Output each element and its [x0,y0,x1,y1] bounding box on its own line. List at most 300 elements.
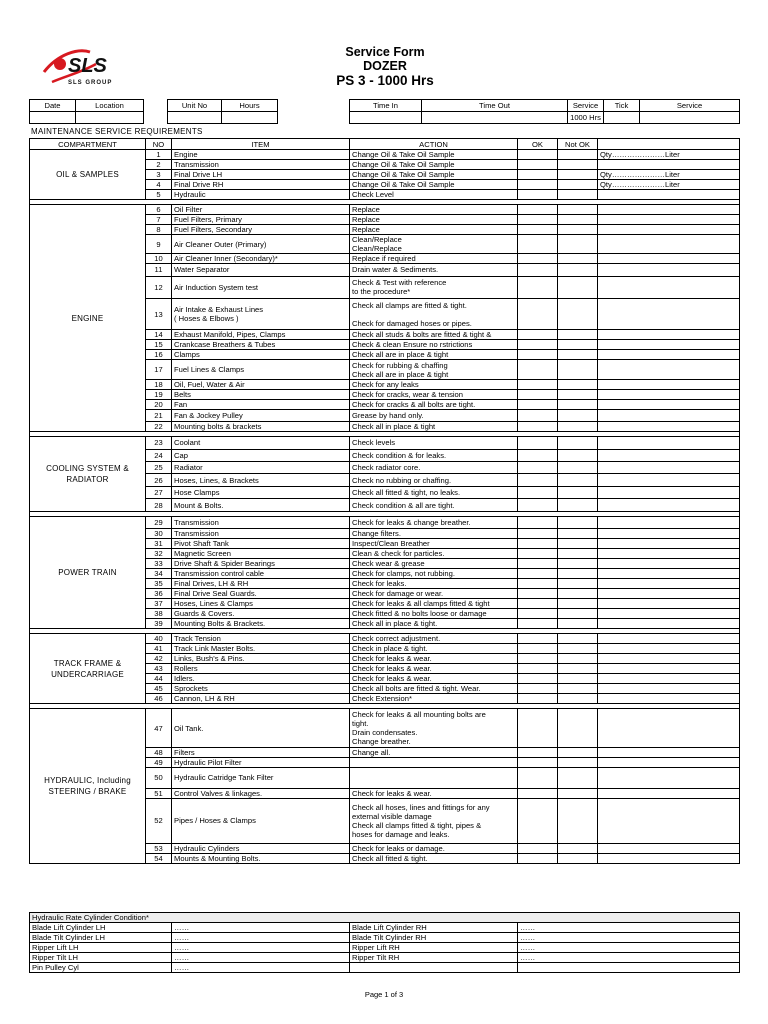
not-ok-checkbox[interactable] [558,609,598,619]
location-field[interactable] [76,112,144,124]
not-ok-checkbox[interactable] [558,190,598,200]
item-action: Drain water & Sediments. [350,264,518,276]
item-name: Radiator [172,462,350,474]
item-action [350,767,518,788]
item-number: 8 [146,225,172,235]
ok-checkbox[interactable] [518,589,558,599]
not-ok-checkbox[interactable] [558,619,598,629]
date-field[interactable] [30,112,76,124]
rate-row [30,923,740,933]
notes-cell[interactable] [598,360,740,379]
notes-cell[interactable] [598,529,740,539]
ok-checkbox[interactable] [518,264,558,276]
notes-cell[interactable] [598,486,740,498]
item-action: Check & Test with reference to the procedure* [350,276,518,298]
not-ok-checkbox[interactable] [558,474,598,486]
ok-checkbox[interactable] [518,462,558,474]
service-label: Service [568,100,604,112]
notes-cell[interactable] [598,853,740,863]
ok-checkbox[interactable] [518,664,558,674]
ok-checkbox[interactable] [518,276,558,298]
not-ok-checkbox[interactable] [558,654,598,664]
notes-cell[interactable] [598,516,740,528]
item-action: Check for any leaks [350,379,518,389]
not-ok-checkbox[interactable] [558,215,598,225]
not-ok-checkbox[interactable] [558,788,598,798]
item-name: Fan [172,399,350,409]
item-number: 26 [146,474,172,486]
tick-field[interactable] [604,112,640,124]
form-subtitle: DOZER [363,59,407,73]
item-name: Clamps [172,350,350,360]
item-name: Sprockets [172,684,350,694]
not-ok-checkbox[interactable] [558,379,598,389]
ok-checkbox[interactable] [518,694,558,704]
item-name: Fuel Filters, Secondary [172,225,350,235]
ok-checkbox[interactable] [518,225,558,235]
item-action: Check all are in place & tight [350,350,518,360]
ok-checkbox[interactable] [518,609,558,619]
ok-checkbox[interactable] [518,559,558,569]
notes-cell[interactable] [598,276,740,298]
ok-checkbox[interactable] [518,619,558,629]
not-ok-checkbox[interactable] [558,634,598,644]
ok-checkbox[interactable] [518,747,558,757]
notes-cell[interactable] [598,422,740,432]
ok-checkbox[interactable] [518,684,558,694]
item-number: 12 [146,276,172,298]
ok-checkbox[interactable] [518,330,558,340]
ok-checkbox[interactable] [518,644,558,654]
col-action: ACTION [350,139,518,150]
item-action: Check all fitted & tight, no leaks. [350,486,518,498]
location-label: Location [76,100,144,112]
ok-checkbox[interactable] [518,529,558,539]
notes-cell[interactable] [598,462,740,474]
notes-cell[interactable] [598,589,740,599]
notes-cell[interactable] [598,549,740,559]
not-ok-checkbox[interactable] [558,674,598,684]
ok-checkbox[interactable] [518,767,558,788]
compartment-cell: HYDRAULIC, Including STEERING / BRAKE [30,709,146,864]
ok-checkbox[interactable] [518,180,558,190]
not-ok-checkbox[interactable] [558,747,598,757]
rate-left-value[interactable]: …… [172,933,350,943]
notes-cell[interactable] [598,579,740,589]
item-number: 44 [146,674,172,684]
rate-right-label: Blade Tilt Cylinder RH [350,933,518,943]
notes-cell[interactable] [598,225,740,235]
notes-cell[interactable] [598,599,740,609]
notes-cell[interactable] [598,674,740,684]
ok-checkbox[interactable] [518,205,558,215]
item-action: Check radiator core. [350,462,518,474]
notes-cell[interactable] [598,539,740,549]
item-name: Cannon, LH & RH [172,694,350,704]
unit-no-label: Unit No [168,100,222,112]
notes-cell[interactable] [598,389,740,399]
item-number: 23 [146,437,172,449]
not-ok-checkbox[interactable] [558,276,598,298]
item-action: Check all hoses, lines and fittings for any external visible damage Check all clamps fitted & tight, pipes & hoses for damage and leaks. [350,798,518,843]
not-ok-checkbox[interactable] [558,150,598,160]
rate-right-value[interactable]: …… [518,933,740,943]
maintenance-table-wrap [29,138,740,864]
item-name: Final Drives, LH & RH [172,579,350,589]
unit-no-field[interactable] [168,112,222,124]
notes-cell[interactable] [598,767,740,788]
ok-checkbox[interactable] [518,215,558,225]
ok-checkbox[interactable] [518,674,558,684]
compartment-cell: ENGINE [30,205,146,432]
not-ok-checkbox[interactable] [558,437,598,449]
hours-field[interactable] [222,112,278,124]
rate-left-value[interactable]: …… [172,923,350,933]
ok-checkbox[interactable] [518,486,558,498]
item-number: 18 [146,379,172,389]
notes-cell[interactable] [598,215,740,225]
item-name: Fuel Filters, Primary [172,215,350,225]
item-action: Replace [350,215,518,225]
notes-cell[interactable] [598,644,740,654]
rate-left-value[interactable]: …… [172,943,350,953]
notes-cell[interactable] [598,747,740,757]
notes-cell[interactable]: Qty…………………Liter [598,180,740,190]
item-action: Replace [350,225,518,235]
not-ok-checkbox[interactable] [558,422,598,432]
item-name: Exhaust Manifold, Pipes, Clamps [172,330,350,340]
item-action: Check all clamps are fitted & tight. Check for damaged hoses or pipes. [350,298,518,330]
ok-checkbox[interactable] [518,843,558,853]
col-not-ok: Not OK [558,139,598,150]
ok-checkbox[interactable] [518,569,558,579]
ok-checkbox[interactable] [518,150,558,160]
item-action: Check for leaks. [350,579,518,589]
item-number: 3 [146,170,172,180]
notes-cell[interactable] [598,264,740,276]
ok-checkbox[interactable] [518,170,558,180]
notes-cell[interactable] [598,798,740,843]
notes-cell[interactable] [598,298,740,330]
time-in-label: Time In [350,100,422,112]
not-ok-checkbox[interactable] [558,767,598,788]
time-out-label: Time Out [422,100,568,112]
section-title: MAINTENANCE SERVICE REQUIREMENTS [31,127,203,136]
item-number: 50 [146,767,172,788]
item-name: Mount & Bolts. [172,499,350,511]
not-ok-checkbox[interactable] [558,180,598,190]
ok-checkbox[interactable] [518,409,558,421]
not-ok-checkbox[interactable] [558,350,598,360]
ok-checkbox[interactable] [518,379,558,389]
item-action: Check Extension* [350,694,518,704]
notes-cell[interactable] [598,235,740,254]
not-ok-checkbox[interactable] [558,644,598,654]
not-ok-checkbox[interactable] [558,399,598,409]
ok-checkbox[interactable] [518,654,558,664]
item-name: Fan & Jockey Pulley [172,409,350,421]
item-name: Final Drive Seal Guards. [172,589,350,599]
item-action: Check all in place & tight. [350,619,518,629]
item-number: 32 [146,549,172,559]
item-name: Drive Shaft & Spider Bearings [172,559,350,569]
not-ok-checkbox[interactable] [558,516,598,528]
not-ok-checkbox[interactable] [558,486,598,498]
ok-checkbox[interactable] [518,350,558,360]
item-number: 39 [146,619,172,629]
rate-row [30,933,740,943]
notes-cell[interactable] [598,694,740,704]
item-name: Transmission [172,160,350,170]
notes-cell[interactable] [598,330,740,340]
not-ok-checkbox[interactable] [558,569,598,579]
notes-cell[interactable] [598,190,740,200]
notes-cell[interactable] [598,399,740,409]
time-in-field[interactable] [350,112,422,124]
item-number: 47 [146,709,172,747]
not-ok-checkbox[interactable] [558,360,598,379]
time-out-field[interactable] [422,112,568,124]
ok-checkbox[interactable] [518,539,558,549]
ok-checkbox[interactable] [518,235,558,254]
ok-checkbox[interactable] [518,389,558,399]
item-name: Transmission [172,516,350,528]
item-number: 37 [146,599,172,609]
item-name: Hydraulic Pilot Filter [172,757,350,767]
ok-checkbox[interactable] [518,360,558,379]
compartment-cell: COOLING SYSTEM & RADIATOR [30,437,146,512]
item-action: Change Oil & Take Oil Sample [350,170,518,180]
not-ok-checkbox[interactable] [558,539,598,549]
item-action: Check Level [350,190,518,200]
not-ok-checkbox[interactable] [558,499,598,511]
item-action: Replace [350,205,518,215]
item-action [350,757,518,767]
item-action: Check all in place & tight [350,422,518,432]
not-ok-checkbox[interactable] [558,330,598,340]
item-action: Check correct adjustment. [350,634,518,644]
not-ok-checkbox[interactable] [558,549,598,559]
rate-right-value[interactable]: …… [518,953,740,963]
notes-cell[interactable] [598,609,740,619]
notes-cell[interactable] [598,437,740,449]
item-number: 48 [146,747,172,757]
item-name: Guards & Covers. [172,609,350,619]
item-name: Oil Tank. [172,709,350,747]
item-name: Pipes / Hoses & Clamps [172,798,350,843]
col-no: NO [146,139,172,150]
item-action: Inspect/Clean Breather [350,539,518,549]
not-ok-checkbox[interactable] [558,843,598,853]
not-ok-checkbox[interactable] [558,340,598,350]
notes-cell[interactable] [598,843,740,853]
ok-checkbox[interactable] [518,422,558,432]
not-ok-checkbox[interactable] [558,757,598,767]
service-field[interactable] [640,112,740,124]
not-ok-checkbox[interactable] [558,684,598,694]
item-name: Final Drive RH [172,180,350,190]
item-action: Check for clamps, not rubbing. [350,569,518,579]
not-ok-checkbox[interactable] [558,254,598,264]
ok-checkbox[interactable] [518,579,558,589]
rate-right-label [350,963,518,973]
item-action: Check levels [350,437,518,449]
rate-right-value[interactable]: …… [518,923,740,933]
table-row [30,205,740,215]
ok-checkbox[interactable] [518,599,558,609]
not-ok-checkbox[interactable] [558,225,598,235]
notes-cell[interactable] [598,254,740,264]
notes-cell[interactable] [598,569,740,579]
item-action: Change Oil & Take Oil Sample [350,160,518,170]
not-ok-checkbox[interactable] [558,599,598,609]
notes-cell[interactable] [598,664,740,674]
not-ok-checkbox[interactable] [558,160,598,170]
item-number: 46 [146,694,172,704]
item-number: 6 [146,205,172,215]
notes-cell[interactable] [598,788,740,798]
maintenance-table [29,138,740,864]
service-value: 1000 Hrs [568,112,604,124]
ok-checkbox[interactable] [518,160,558,170]
item-number: 14 [146,330,172,340]
item-name: Air Cleaner Inner (Secondary)* [172,254,350,264]
notes-cell[interactable] [598,709,740,747]
rate-right-value[interactable] [518,963,740,973]
item-number: 42 [146,654,172,664]
ok-checkbox[interactable] [518,757,558,767]
not-ok-checkbox[interactable] [558,589,598,599]
item-name: Mounts & Mounting Bolts. [172,853,350,863]
service-label-2: Service [640,100,740,112]
ok-checkbox[interactable] [518,437,558,449]
ok-checkbox[interactable] [518,340,558,350]
ok-checkbox[interactable] [518,516,558,528]
notes-cell[interactable] [598,684,740,694]
item-action: Change filters. [350,529,518,539]
not-ok-checkbox[interactable] [558,664,598,674]
notes-cell[interactable] [598,619,740,629]
notes-cell[interactable] [598,474,740,486]
item-number: 43 [146,664,172,674]
not-ok-checkbox[interactable] [558,235,598,254]
rate-right-value[interactable]: …… [518,943,740,953]
not-ok-checkbox[interactable] [558,462,598,474]
ok-checkbox[interactable] [518,634,558,644]
rate-row [30,953,740,963]
table-row [30,634,740,644]
ok-checkbox[interactable] [518,798,558,843]
notes-cell[interactable] [598,205,740,215]
not-ok-checkbox[interactable] [558,529,598,539]
ok-checkbox[interactable] [518,788,558,798]
notes-cell[interactable] [598,379,740,389]
not-ok-checkbox[interactable] [558,579,598,589]
ok-checkbox[interactable] [518,474,558,486]
item-action: Change Oil & Take Oil Sample [350,180,518,190]
notes-cell[interactable] [598,350,740,360]
notes-cell[interactable] [598,340,740,350]
item-action: Clean & check for particles. [350,549,518,559]
notes-cell[interactable]: Qty…………………Liter [598,170,740,180]
notes-cell[interactable] [598,160,740,170]
item-name: Track Link Master Bolts. [172,644,350,654]
item-action: Check for leaks & wear. [350,654,518,664]
notes-cell[interactable] [598,449,740,461]
rate-title: Hydraulic Rate Cylinder Condition* [30,913,740,923]
not-ok-checkbox[interactable] [558,170,598,180]
notes-cell[interactable]: Qty…………………Liter [598,150,740,160]
item-number: 51 [146,788,172,798]
rate-left-value[interactable]: …… [172,953,350,963]
logo-text: SLS [68,55,107,77]
not-ok-checkbox[interactable] [558,853,598,863]
rate-right-label: Ripper Tilt RH [350,953,518,963]
ok-checkbox[interactable] [518,399,558,409]
item-number: 22 [146,422,172,432]
rate-row [30,963,740,973]
item-name: Rollers [172,664,350,674]
not-ok-checkbox[interactable] [558,709,598,747]
item-action: Check for leaks & all mounting bolts are tight. Drain condensates. Change breather. [350,709,518,747]
item-number: 17 [146,360,172,379]
ok-checkbox[interactable] [518,190,558,200]
ok-checkbox[interactable] [518,853,558,863]
not-ok-checkbox[interactable] [558,559,598,569]
not-ok-checkbox[interactable] [558,449,598,461]
item-name: Hose Clamps [172,486,350,498]
item-number: 21 [146,409,172,421]
not-ok-checkbox[interactable] [558,205,598,215]
item-name: Belts [172,389,350,399]
item-action: Check all fitted & tight. [350,853,518,863]
ok-checkbox[interactable] [518,254,558,264]
ok-checkbox[interactable] [518,499,558,511]
item-number: 2 [146,160,172,170]
item-name: Oil Filter [172,205,350,215]
notes-cell[interactable] [598,409,740,421]
item-number: 35 [146,579,172,589]
ok-checkbox[interactable] [518,298,558,330]
not-ok-checkbox[interactable] [558,409,598,421]
not-ok-checkbox[interactable] [558,298,598,330]
ok-checkbox[interactable] [518,709,558,747]
item-number: 41 [146,644,172,654]
notes-cell[interactable] [598,757,740,767]
item-action: Change all. [350,747,518,757]
notes-cell[interactable] [598,499,740,511]
not-ok-checkbox[interactable] [558,264,598,276]
not-ok-checkbox[interactable] [558,694,598,704]
notes-cell[interactable] [598,654,740,664]
col-ok: OK [518,139,558,150]
rate-left-value[interactable]: …… [172,963,350,973]
ok-checkbox[interactable] [518,549,558,559]
item-action: Check for leaks & change breather. [350,516,518,528]
item-name: Mounting Bolts & Brackets. [172,619,350,629]
item-number: 1 [146,150,172,160]
item-action: Clean/Replace Clean/Replace [350,235,518,254]
item-name: Engine [172,150,350,160]
notes-cell[interactable] [598,634,740,644]
not-ok-checkbox[interactable] [558,389,598,399]
item-number: 52 [146,798,172,843]
not-ok-checkbox[interactable] [558,798,598,843]
item-number: 54 [146,853,172,863]
item-name: Hydraulic [172,190,350,200]
ok-checkbox[interactable] [518,449,558,461]
notes-cell[interactable] [598,559,740,569]
